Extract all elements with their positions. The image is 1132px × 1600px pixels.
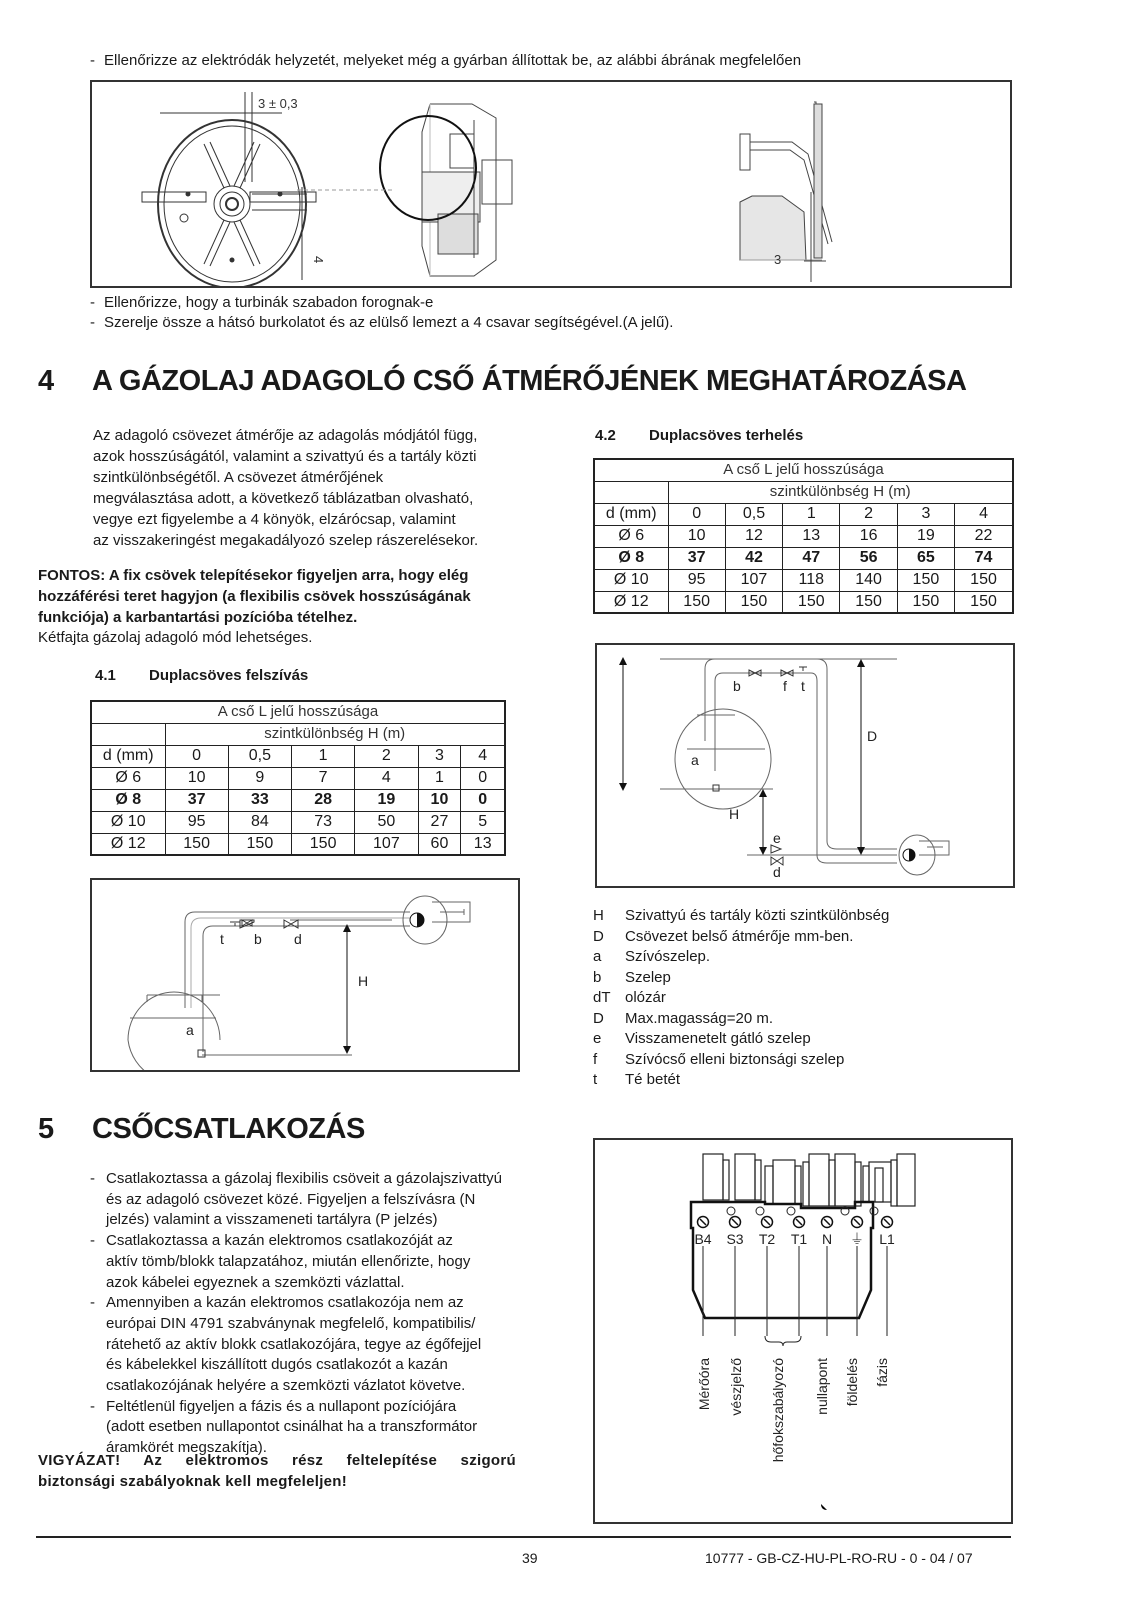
two-modes-note: Kétfajta gázolaj adagoló mód lehetséges.: [38, 629, 313, 646]
legend-text: Szívószelep.: [625, 948, 711, 965]
instruction-line: európai DIN 4791 szabványnak megfelelő, kompatibilis/: [106, 1314, 476, 1332]
row-label-cell: Ø 10: [91, 811, 165, 833]
terminal-label: ⏚: [850, 1231, 864, 1247]
height-label: H: [729, 806, 740, 822]
filter-label: d: [294, 931, 302, 947]
value-cell: 150: [840, 591, 897, 613]
header-cell: 0: [165, 745, 228, 767]
section-4-heading: [38, 365, 966, 398]
turbine-check-instruction: - Ellenőrizze, hogy a turbinák szabadon forognak-e: [90, 294, 434, 311]
subsection-number: 4.1: [95, 667, 116, 684]
check-valve-label: e: [773, 830, 781, 846]
value-cell: 9: [228, 767, 291, 789]
instruction-line: jelzés) valamint a visszameneti tartályra (P jelzés): [106, 1211, 438, 1229]
legend-text: Té betét: [625, 1071, 681, 1088]
legend-item: [593, 906, 889, 927]
document-code: 10777 - GB-CZ-HU-PL-RO-RU - 0 - 04 / 07: [705, 1550, 973, 1566]
table-caption: A cső L jelű hosszúsága: [594, 459, 1013, 481]
value-cell: 37: [668, 547, 725, 569]
header-cell: 4: [461, 745, 505, 767]
row-label-cell: Ø 10: [594, 569, 668, 591]
value-cell: 22: [955, 525, 1013, 547]
legend-item: [593, 1070, 889, 1091]
intro-line: Az adagoló csövezet átmérője az adagolás módjától függ,: [93, 427, 478, 444]
value-cell: 0: [461, 767, 505, 789]
legend-key: a: [593, 948, 602, 965]
value-cell: 1: [418, 767, 461, 789]
wire-function-label: vészjelző: [728, 1358, 744, 1416]
value-cell: 56: [840, 547, 897, 569]
table-header-row: [91, 745, 505, 767]
value-cell: 37: [165, 789, 228, 811]
max-height-label: D: [867, 728, 878, 744]
intro-line: az visszakeringést megakadályozó szelep rászerelésekor.: [93, 532, 479, 549]
row-label-cell: Ø 8: [594, 547, 668, 569]
table-row: [594, 525, 1013, 547]
value-cell: 27: [418, 811, 461, 833]
legend-item: [593, 988, 889, 1009]
section-4-intro: [93, 425, 513, 551]
wire-function-label: fázis: [874, 1358, 890, 1387]
table-subcaption: szintkülönbség H (m): [668, 481, 1013, 503]
instruction-text: Szerelje össze a hátsó burkolatot és az elülső lemezt a 4 csavar segítségével.(A jelű).: [104, 314, 674, 331]
table-header-row: [594, 503, 1013, 525]
tee-label: t: [220, 931, 224, 947]
safety-warning: [38, 1450, 516, 1492]
table-row: [91, 767, 505, 789]
legend-key: D: [593, 1009, 604, 1027]
legend-key: dT: [593, 989, 611, 1006]
value-cell: 5: [461, 811, 505, 833]
value-cell: 150: [955, 591, 1013, 613]
value-cell: 13: [783, 525, 840, 547]
legend-text: Szívócső elleni biztonsági szelep: [625, 1050, 845, 1068]
row-label-cell: Ø 6: [91, 767, 165, 789]
table-row: [91, 789, 505, 811]
instruction-line: csatlakozójának helyére a szemközti vázlatot követve.: [106, 1377, 466, 1395]
diagram-legend: [593, 906, 889, 1091]
legend-text: olózár: [625, 989, 666, 1006]
header-cell: 4: [955, 503, 1013, 525]
subsection-4-1-heading: [95, 667, 308, 684]
row-label-cell: Ø 6: [594, 525, 668, 547]
legend-text: Visszamenetelt gátló szelep: [625, 1030, 811, 1047]
value-cell: 150: [955, 569, 1013, 591]
instruction-line: (adott esetben nullapontot csinálhat ha a transzformátor: [106, 1418, 478, 1436]
electrode-check-instruction: - Ellenőrizze az elektródák helyzetét, melyeket még a gyárban állítottak be, az alábbi ábrának megfelelően: [90, 52, 802, 69]
value-cell: 150: [165, 833, 228, 855]
value-cell: 150: [292, 833, 355, 855]
section-5-instructions: [90, 1169, 515, 1459]
value-cell: 84: [228, 811, 291, 833]
value-cell: 150: [228, 833, 291, 855]
legend-text: Szivattyú és tartály közti szintkülönbség: [625, 907, 890, 924]
value-cell: 4: [355, 767, 418, 789]
terminal-label: T2: [758, 1231, 776, 1247]
header-cell: d (mm): [594, 503, 668, 525]
instruction-line: Feltétlenül figyeljen a fázis és a nullapont pozíciójára: [106, 1397, 457, 1415]
value-cell: 33: [228, 789, 291, 811]
table-row: [91, 811, 505, 833]
loading-diagram: [595, 643, 1015, 888]
legend-text: Szelep: [625, 968, 671, 986]
header-cell: d (mm): [91, 745, 165, 767]
connection-instruction: [90, 1169, 515, 1231]
intro-line: azok hosszúságától, valamint a szivattyú és a tartály közti: [93, 448, 477, 465]
value-cell: 150: [783, 591, 840, 613]
value-cell: 13: [461, 833, 505, 855]
value-cell: 10: [165, 767, 228, 789]
legend-key: b: [593, 968, 602, 986]
instruction-line: Amennyiben a kazán elektromos csatlakozója nem az: [106, 1294, 464, 1312]
intro-line: megválasztása adott, a következő táblázatban olvasható,: [93, 490, 474, 507]
valve-label: b: [254, 931, 262, 947]
page-number: 39: [522, 1550, 538, 1566]
value-cell: 19: [355, 789, 418, 811]
instruction-text: Ellenőrizze, hogy a turbinák szabadon forognak-e: [104, 294, 434, 311]
row-label-cell: Ø 8: [91, 789, 165, 811]
header-cell: 1: [292, 745, 355, 767]
intro-line: szintkülönbségétől. A csövezet átmérőjének: [93, 469, 384, 486]
value-cell: 74: [955, 547, 1013, 569]
value-cell: 107: [725, 569, 782, 591]
warning-line: VIGYÁZAT! Az elektromos rész feltelepítése szigorú: [38, 1452, 516, 1469]
suction-diagram: [90, 878, 520, 1072]
instruction-text: Ellenőrizze az elektródák helyzetét, melyeket még a gyárban állítottak be, az alábbi ábrának megfelelően: [104, 52, 802, 69]
legend-key: H: [593, 907, 604, 924]
legend-key: D: [593, 927, 604, 945]
header-cell: 2: [355, 745, 418, 767]
wire-function-label: Mérőóra: [696, 1358, 712, 1411]
value-cell: 42: [725, 547, 782, 569]
table-caption: A cső L jelű hosszúsága: [91, 701, 505, 723]
value-cell: 65: [897, 547, 954, 569]
legend-item: [593, 1009, 889, 1030]
table-row: [594, 547, 1013, 569]
instruction-line: áramkörét megszakítja).: [106, 1439, 267, 1457]
value-cell: 10: [418, 789, 461, 811]
table-row: [594, 591, 1013, 613]
legend-key: t: [593, 1071, 598, 1088]
instruction-line: aktív tömb/blokk talapzatához, miután ellenőrizte, hogy: [106, 1252, 471, 1270]
value-cell: 118: [783, 569, 840, 591]
value-cell: 150: [668, 591, 725, 613]
value-cell: 47: [783, 547, 840, 569]
legend-item: [593, 927, 889, 948]
header-cell: 3: [897, 503, 954, 525]
suction-piping-diagram: [92, 880, 518, 1070]
terminal-label: L1: [879, 1231, 895, 1247]
section-number: 5: [38, 1113, 54, 1145]
instruction-line: Csatlakoztassa a kazán elektromos csatlakozóját az: [106, 1232, 453, 1250]
loading-length-table: [593, 458, 1014, 614]
table-corner-cell: [594, 481, 668, 503]
valve-label: b: [733, 678, 741, 694]
warning-line: biztonsági szabályoknak kell megfeleljen!: [38, 1473, 348, 1490]
bullet-dash: -: [90, 1232, 95, 1250]
header-cell: 1: [783, 503, 840, 525]
legend-item: [593, 968, 889, 989]
connector-diagram: [595, 1140, 1011, 1522]
bullet-dash: -: [90, 1397, 95, 1415]
row-label-cell: Ø 12: [594, 591, 668, 613]
instruction-line: rátehető az aktív blokk csatlakozójára, tegye az égőfejjel: [106, 1335, 482, 1353]
table-row: [594, 569, 1013, 591]
important-line: funkciója) a karbantartási pozícióba tételhez.: [38, 609, 358, 626]
instruction-line: azok kábelei egyeznek a szemközti vázlattal.: [106, 1273, 405, 1291]
electrode-position-figure: [90, 80, 1012, 288]
safety-valve-label: f: [783, 678, 787, 694]
electrical-connector-figure: [593, 1138, 1013, 1524]
footer-divider: [36, 1536, 1011, 1538]
terminal-label: S3: [726, 1231, 744, 1247]
wire-function-label: nullapont: [814, 1358, 830, 1415]
legend-item: [593, 1029, 889, 1050]
value-cell: 19: [897, 525, 954, 547]
suction-valve-label: a: [691, 752, 699, 768]
value-cell: 7: [292, 767, 355, 789]
value-cell: 10: [668, 525, 725, 547]
height-label: H: [358, 973, 369, 989]
header-cell: 0,5: [228, 745, 291, 767]
bullet-dash: -: [90, 1170, 95, 1187]
filter-label: d: [773, 864, 781, 880]
intro-line: vegye ezt figyelembe a 4 könyök, elzárócsap, valamint: [93, 511, 456, 528]
subsection-4-2-heading: [595, 427, 803, 444]
value-cell: 0: [461, 789, 505, 811]
connection-instruction: [90, 1293, 515, 1397]
value-cell: 50: [355, 811, 418, 833]
suction-length-table: [90, 700, 506, 856]
value-cell: 150: [897, 591, 954, 613]
subsection-title: Duplacsöves felszívás: [149, 667, 309, 684]
terminal-label: N: [821, 1231, 833, 1247]
tee-label: t: [801, 678, 805, 694]
value-cell: 95: [165, 811, 228, 833]
legend-item: [593, 1050, 889, 1071]
legend-text: Csövezet belső átmérője mm-ben.: [625, 927, 854, 945]
dimension-label-side: 4: [311, 256, 326, 264]
value-cell: 140: [840, 569, 897, 591]
legend-key: f: [593, 1050, 598, 1068]
value-cell: 28: [292, 789, 355, 811]
header-cell: 3: [418, 745, 461, 767]
section-number: 4: [38, 365, 54, 397]
section-title: CSŐCSATLAKOZÁS: [92, 1113, 365, 1145]
value-cell: 60: [418, 833, 461, 855]
value-cell: 95: [668, 569, 725, 591]
suction-valve-label: a: [186, 1022, 194, 1038]
legend-key: e: [593, 1030, 602, 1047]
legend-item: [593, 947, 889, 968]
terminal-label: B4: [694, 1231, 712, 1247]
value-cell: 150: [725, 591, 782, 613]
important-note: [38, 565, 518, 628]
header-cell: 2: [840, 503, 897, 525]
subsection-number: 4.2: [595, 427, 616, 444]
header-cell: 0: [668, 503, 725, 525]
instruction-line: és az adagoló csövezet közé. Figyeljen a felszívásra (N: [106, 1190, 476, 1208]
legend-text: Max.magasság=20 m.: [625, 1009, 773, 1027]
value-cell: 12: [725, 525, 782, 547]
section-5-heading: [38, 1113, 365, 1146]
table-corner-cell: [91, 723, 165, 745]
important-line: hozzáférési teret hagyjon (a flexibilis csövek hosszúságának: [38, 588, 471, 605]
value-cell: 16: [840, 525, 897, 547]
instruction-line: Csatlakoztassa a gázolaj flexibilis csöveit a gázolajszivattyú: [106, 1170, 503, 1187]
dimension-label-top: 3 ± 0,3: [258, 96, 298, 111]
important-line: FONTOS: A fix csövek telepítésekor figyeljen arra, hogy elég: [38, 567, 469, 584]
dimension-label-gap: 3: [774, 252, 782, 267]
instruction-line: és kábelekkel kiszállított dugós csatlakozót a kazán: [106, 1356, 448, 1374]
value-cell: 107: [355, 833, 418, 855]
row-label-cell: Ø 12: [91, 833, 165, 855]
wire-function-label: hőfokszabályozó: [770, 1358, 786, 1463]
table-row: [91, 833, 505, 855]
table-subcaption: szintkülönbség H (m): [165, 723, 505, 745]
value-cell: 150: [897, 569, 954, 591]
electrode-diagram: [92, 82, 1010, 286]
connection-instruction: [90, 1231, 515, 1293]
terminal-label: T1: [790, 1231, 808, 1247]
header-cell: 0,5: [725, 503, 782, 525]
thermostat-brace: [765, 1336, 801, 1346]
wire-function-label: földelés: [844, 1358, 860, 1407]
cover-assembly-instruction: - Szerelje össze a hátsó burkolatot és az elülső lemezt a 4 csavar segítségével.(A jelű).: [90, 314, 674, 331]
section-title: A GÁZOLAJ ADAGOLÓ CSŐ ÁTMÉRŐJÉNEK MEGHATÁROZÁSA: [92, 365, 967, 397]
loading-piping-diagram: [597, 645, 1013, 886]
subsection-title: Duplacsöves terhelés: [649, 427, 804, 444]
value-cell: 73: [292, 811, 355, 833]
bullet-dash: -: [90, 1294, 95, 1312]
